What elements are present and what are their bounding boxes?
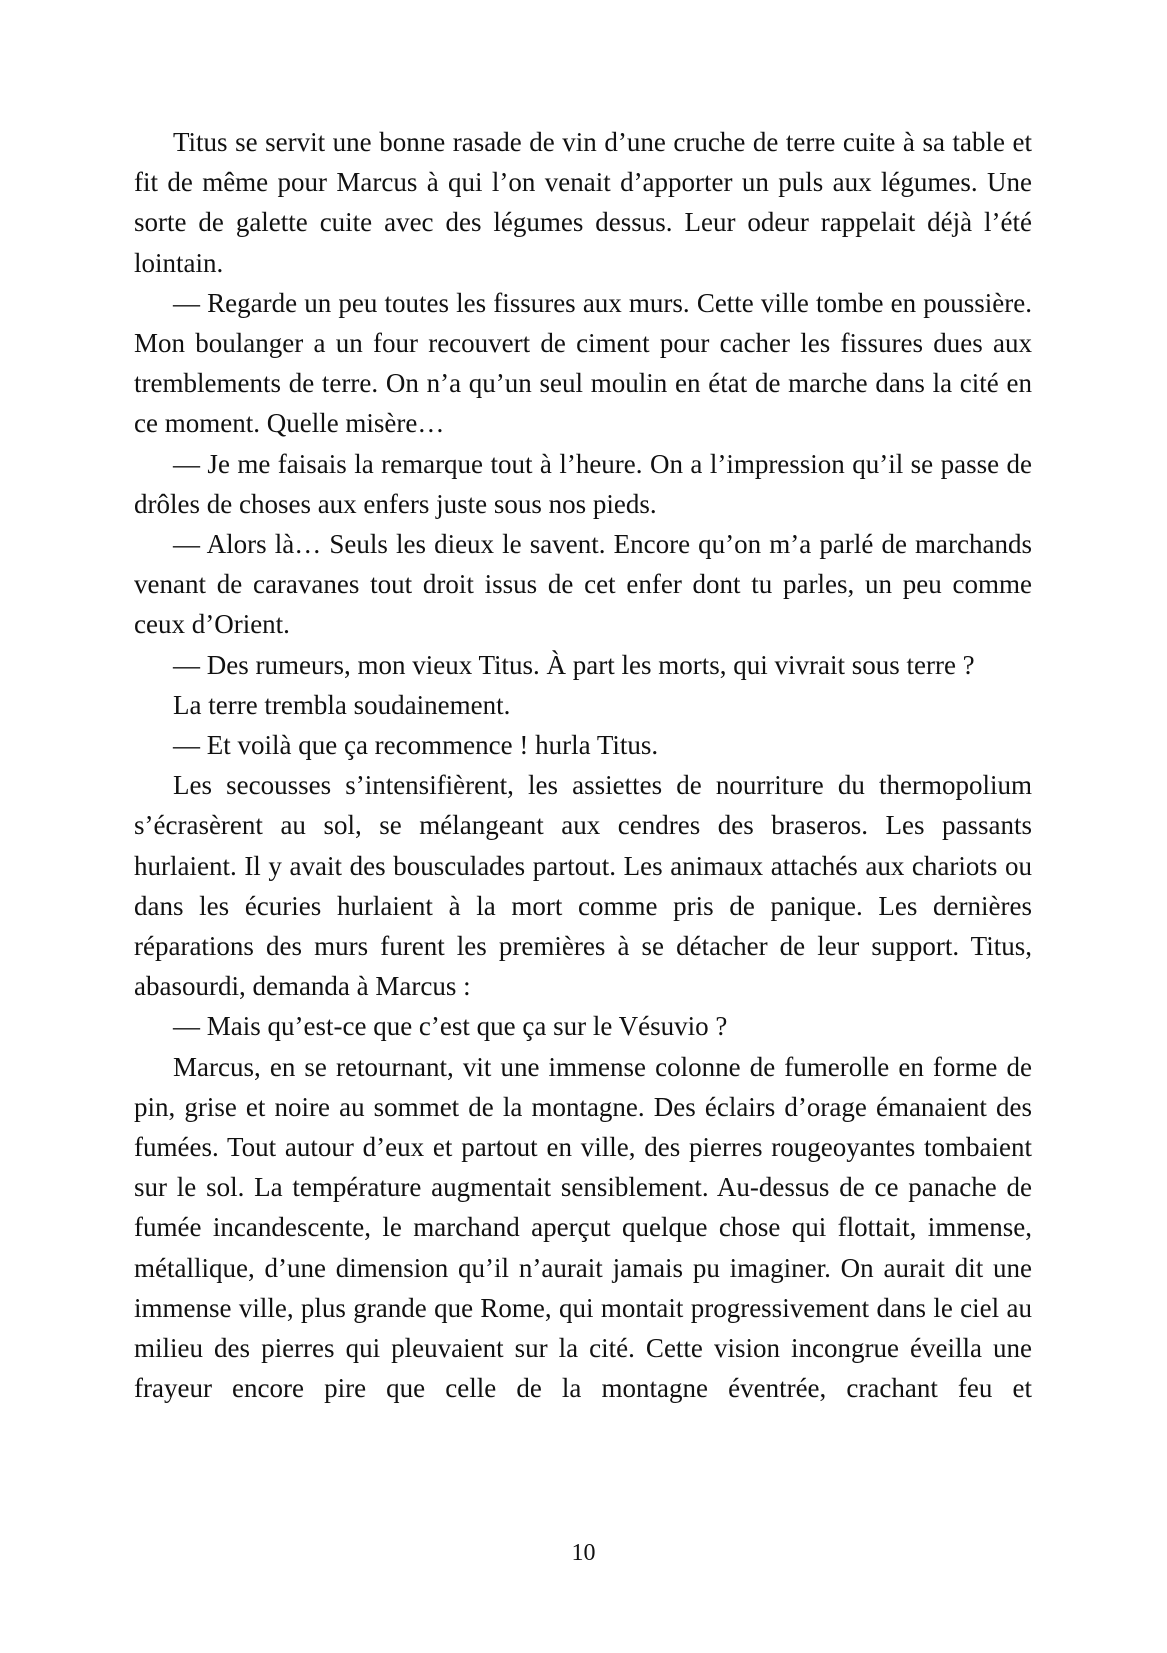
paragraph: Marcus, en se retournant, vit une immense colonne de fumerolle en forme de pin, grise et noire au sommet de la montagne. Des éclairs d’orage émanaient des fumées. Tout autour d’eux et partout en ville, des pierres rougeoyantes tombaient sur le sol. La température augmentait sensiblement. Au-dessus de ce panache de fumée incandescente, le marchand aperçut quelque chose qui flottait, immense, métallique, d’une dimension qu’il n’aurait jamais pu imaginer. On aurait dit une immense ville, plus grande que Rome, qui montait progressivement dans le ciel au milieu des pierres qui pleuvaient sur la cité. Cette vision incongrue éveilla une frayeur encore pire que celle de la montagne éventrée, crachant feu et [134, 1051, 1032, 1404]
dialogue-paragraph: — Alors là… Seuls les dieux le savent. Encore qu’on m’a parlé de marchands venant de caravanes tout droit issus de cet enfer dont tu parles, un peu comme ceux d’Orient. [134, 529, 1032, 640]
page-number: 10 [571, 1540, 596, 1566]
dialogue-paragraph: — Et voilà que ça recommence ! hurla Titus. [173, 730, 659, 761]
paragraph: Titus se servit une bonne rasade de vin d’une cruche de terre cuite à sa table et fit de même pour Marcus à qui l’on venait d’apporter un puls aux légumes. Une sorte de galette cuite avec des légumes dessus. Leur odeur rappelait déjà l’été lointain. [134, 127, 1032, 278]
dialogue-paragraph: — Mais qu’est-ce que c’est que ça sur le Vésuvio ? [173, 1011, 728, 1042]
paragraph: La terre trembla soudainement. [173, 689, 511, 720]
dialogue-paragraph: — Je me faisais la remarque tout à l’heure. On a l’impression qu’il se passe de drôles de choses aux enfers juste sous nos pieds. [134, 448, 1032, 519]
body-text [134, 122, 1032, 1409]
dialogue-paragraph: — Des rumeurs, mon vieux Titus. À part les morts, qui vivrait sous terre ? [173, 649, 975, 680]
paragraph: Les secousses s’intensifièrent, les assiettes de nourriture du thermopolium s’écrasèrent au sol, se mélangeant aux cendres des braseros. Les passants hurlaient. Il y avait des bousculades partout. Les animaux attachés aux chariots ou dans les écuries hurlaient à la mort comme pris de panique. Les dernières réparations des murs furent les premières à se détacher de leur support. Titus, abasourdi, demanda à Marcus : [134, 770, 1032, 1002]
dialogue-paragraph: — Regarde un peu toutes les fissures aux murs. Cette ville tombe en poussière. Mon boulanger a un four recouvert de ciment pour cacher les fissures dues aux tremblements de terre. On n’a qu’un seul moulin en état de marche dans la cité en ce moment. Quelle misère… [134, 287, 1032, 439]
